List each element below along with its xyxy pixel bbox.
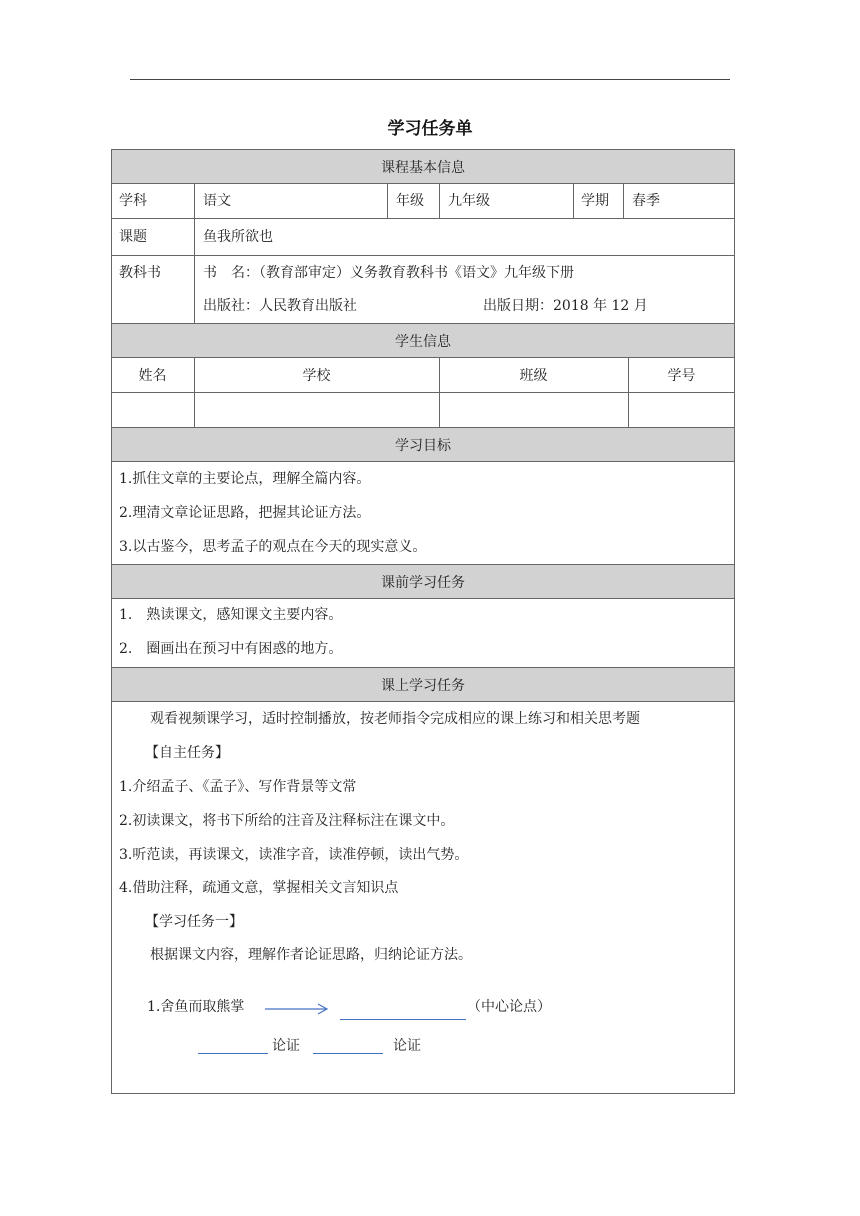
arrow-right-icon	[264, 1002, 330, 1016]
self-task-item: 2.初读课文，将书下所给的注音及注释标注在课文中。	[119, 813, 455, 829]
column-divider	[387, 184, 388, 218]
term-value: 春季	[632, 193, 660, 209]
student-class-field[interactable]	[440, 393, 628, 427]
column-divider	[194, 184, 195, 324]
student-school-field[interactable]	[195, 393, 439, 427]
argument-method-blank-2[interactable]	[313, 1053, 383, 1054]
column-header-class: 班级	[519, 368, 548, 384]
task1-description: 根据课文内容，理解作者论证思路，归纳论证方法。	[150, 947, 472, 963]
column-header-school: 学校	[302, 368, 331, 384]
header-rule	[130, 79, 730, 80]
self-task-item: 1.介绍孟子、《孟子》、写作背景等文常	[119, 779, 357, 795]
student-name-field[interactable]	[112, 393, 194, 427]
textbook-publisher: 出版社：人民教育出版社	[203, 298, 357, 314]
method-suffix-2: 论证	[393, 1038, 421, 1054]
objective-item: 1.抓住文章的主要论点，理解全篇内容。	[119, 471, 371, 487]
section-header-course-info: 课程基本信息	[111, 149, 735, 184]
section-header-objectives: 学习目标	[111, 427, 735, 462]
preclass-item: 2. 圈画出在预习中有困惑的地方。	[119, 641, 343, 657]
central-argument-blank[interactable]	[340, 1019, 466, 1020]
textbook-pub-date: 出版日期：2018 年 12 月	[483, 298, 648, 314]
topic-label: 课题	[119, 229, 147, 245]
self-task-title: 【自主任务】	[145, 745, 229, 761]
argument-method-blank-1[interactable]	[198, 1053, 268, 1054]
document-title: 学习任务单	[387, 119, 473, 139]
task1-title: 【学习任务一】	[145, 914, 243, 930]
exercise-tail-text: （中心论点）	[467, 999, 551, 1015]
row-divider	[111, 255, 735, 256]
exercise-lead-text: 1.舍鱼而取熊掌	[147, 999, 245, 1015]
column-divider	[623, 184, 624, 218]
column-divider	[439, 184, 440, 218]
student-id-field[interactable]	[629, 393, 734, 427]
textbook-label: 教科书	[119, 265, 161, 281]
inclass-intro: 观看视频课学习，适时控制播放，按老师指令完成相应的课上练习和相关思考题	[150, 711, 640, 727]
column-header-name: 姓名	[138, 368, 167, 384]
topic-value: 鱼我所欲也	[203, 229, 273, 245]
grade-label: 年级	[396, 193, 424, 209]
section-header-student-info: 学生信息	[111, 323, 735, 358]
self-task-item: 4.借助注释，疏通文意，掌握相关文言知识点	[119, 880, 399, 896]
row-divider	[111, 218, 735, 219]
grade-value: 九年级	[448, 193, 490, 209]
preclass-item: 1. 熟读课文，感知课文主要内容。	[119, 607, 343, 623]
subject-label: 学科	[119, 193, 147, 209]
subject-value: 语文	[203, 193, 231, 209]
method-suffix-1: 论证	[272, 1038, 300, 1054]
textbook-name: 书 名：（教育部审定）义务教育教科书《语文》九年级下册	[203, 265, 574, 281]
section-header-preclass: 课前学习任务	[111, 564, 735, 599]
term-label: 学期	[581, 193, 609, 209]
objective-item: 2.理清文章论证思路，把握其论证方法。	[119, 505, 371, 521]
section-header-inclass: 课上学习任务	[111, 667, 735, 702]
objective-item: 3.以古鉴今，思考孟子的观点在今天的现实意义。	[119, 539, 427, 555]
column-divider	[573, 184, 574, 218]
column-header-student-id: 学号	[667, 368, 696, 384]
self-task-item: 3.听范读，再读课文，读准字音，读准停顿，读出气势。	[119, 847, 469, 863]
